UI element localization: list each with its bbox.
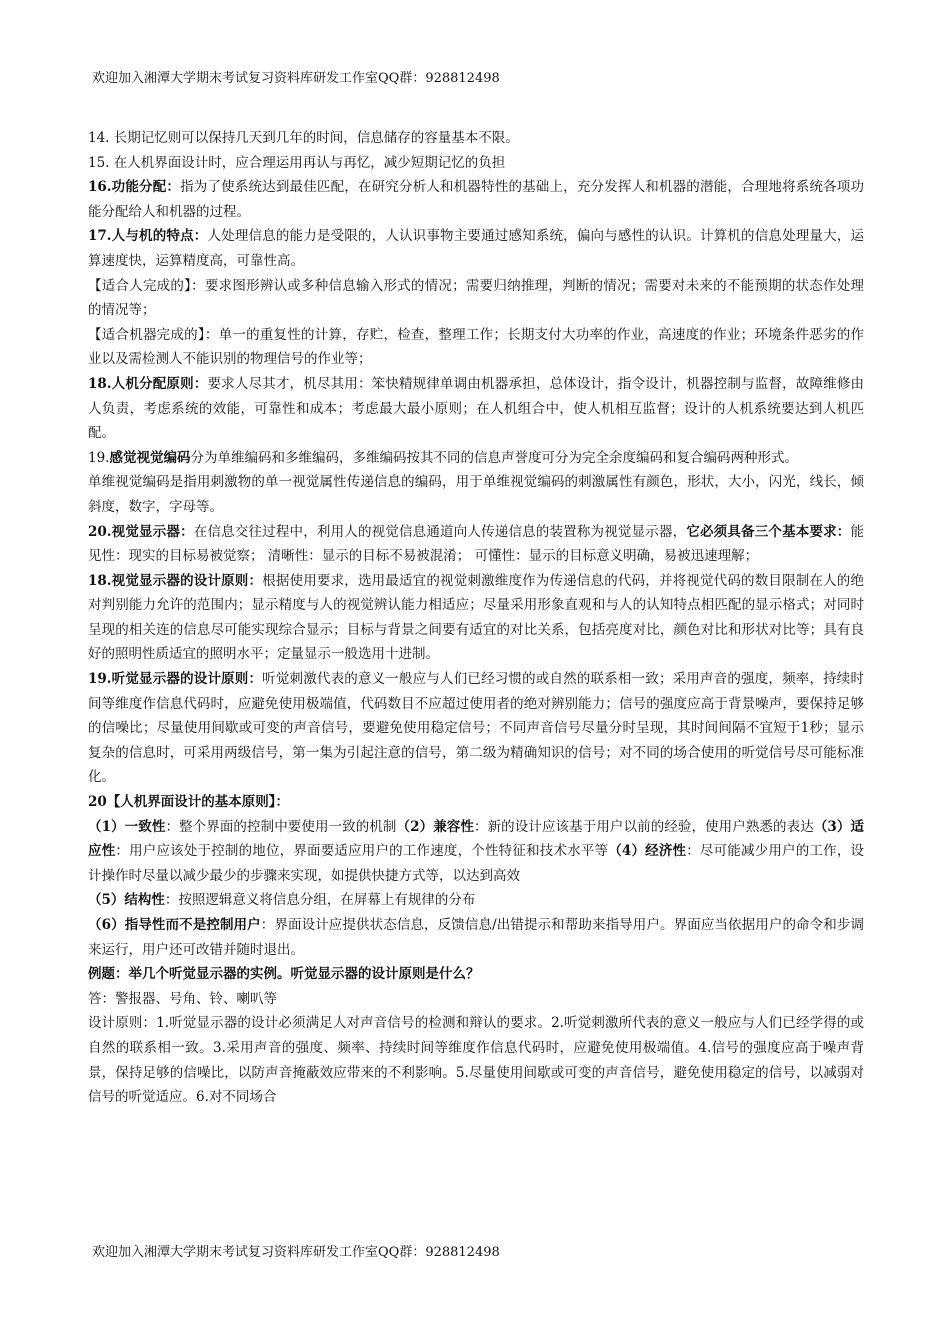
term-allocation-principle: 18.人机分配原则： — [88, 375, 208, 392]
principle-3-label: （3）适应性 — [88, 818, 864, 860]
page-header: 欢迎加入湘潭大学期末考试复习资料库研发工作室QQ群：928812498 — [92, 71, 500, 86]
principle-2-label: （2）兼容性 — [396, 818, 474, 835]
paragraph-20b-principle-6 — [88, 913, 864, 962]
definition-visual-display: 在信息交往过程中，利用人的视觉信息通道向人传递信息的装置称为视觉显示器， — [193, 523, 687, 540]
term-auditory-display-design: 19.听觉显示器的设计原则： — [88, 671, 263, 688]
paragraph-19-single: 单维视觉编码是指用刺激物的单一视觉属性传递信息的编码，用于单维视觉编码的刺激属性有颜色，形状，大小，闪光，线长，倾斜度，数字，字母等。 — [88, 474, 864, 515]
paragraph-18 — [88, 372, 864, 446]
example-answer: 答：警报器、号角、铃、喇叭等 — [88, 990, 277, 1007]
paragraph-19 — [88, 446, 864, 471]
paragraph-20b-principles — [88, 815, 864, 889]
definition-visual-coding: 分为单维编码和多维编码，多维编码按其不同的信息声誉度可分为完全余度编码和复合编码两种形式。 — [190, 449, 798, 466]
visual-display-requirements: 能见性：现实的目标易被觉察； 清晰性：显示的目标不易被混淆； 可懂性：显示的目标意义明确，易被迅速理解； — [88, 523, 864, 565]
paragraph-19-number: 19. — [88, 449, 110, 466]
definition-visual-display-design: 根据使用要求，选用最适宜的视觉刺激维度作为传递信息的代码，并将视觉代码的数目限制在人的绝对判别能力允许的范围内；显示精度与人的视觉辨认能力相适应；尽量采用形象直观和与人的认知特点相匹配的显示格式；对同时呈现的相关连的信息尽可能实现综合显示；目标与背景之间要有适宜的对比关系，包括亮度对比，颜色对比和形状对比等；具有良好的照明性质适宜的照明水平；定量显示一般选用十进制。 — [88, 572, 864, 663]
paragraph-17-machine: 【适合机器完成的】：单一的重复性的计算，存贮，检查，整理工作；长期支付大功率的作业，高速度的作业；环境条件恶劣的作业以及需检测人不能识别的物理信号的作业等； — [88, 326, 864, 368]
principle-3-text: ：用户应该处于控制的地位，界面要适应用户的工作速度，个性特征和技术水平等 — [115, 843, 609, 860]
page-footer: 欢迎加入湘潭大学期末考试复习资料库研发工作室QQ群：928812498 — [92, 1245, 500, 1260]
principle-4-text: ：尽可能减少用户的工作，设计操作时尽量以减少最少的步骤来实现，如提供快捷方式等，以达到高效 — [88, 843, 865, 884]
principle-1-label: （1）一致性 — [88, 818, 166, 835]
paragraph-20b-principle-5 — [88, 888, 864, 913]
paragraph-17-human: 【适合人完成的】：要求图形辨认或多种信息输入形式的情况；需要归纳推理，判断的情况；需要对未来的不能预期的状态作处理的情况等； — [88, 277, 864, 319]
term-function-allocation: 16.功能分配： — [88, 179, 181, 196]
principle-1-text: ：整个界面的控制中要使用一致的机制 — [165, 818, 397, 835]
principle-5-text: ：按照逻辑意义将信息分组，在屏幕上有规律的分布 — [164, 892, 476, 909]
example-question: 例题：举几个听觉显示器的实例。听觉显示器的设计原则是什么？ — [88, 966, 480, 983]
example-principles: 设计原则：1.听觉显示器的设计必须满足人对声音信号的检测和辩认的要求。2.听觉刺激所代表的意义一般应与人们已经学得的或自然的联系相一致。3.采用声音的强度、频率、持续时间等维度作信息代码时，应避免使用极端值。4.信号的强度应高于噪声背景，保持足够的信噪比，以防声音掩蔽效应带来的不利影响。5.尽量使用间歇或可变的声音信号，避免使用稳定的信号，以减弱对信号的听觉适应。6.对不同场合 — [88, 1015, 864, 1106]
paragraph-16 — [88, 175, 864, 224]
definition-function-allocation: 指为了使系统达到最佳匹配，在研究分析人和机器特性的基础上，充分发挥人和机器的潜能，合理地将系统各项功能分配给人和机器的过程。 — [88, 179, 864, 220]
document-body — [88, 126, 864, 1110]
term-human-machine-features: 17.人与机的特点： — [88, 228, 208, 245]
term-visual-coding: 感觉视觉编码 — [109, 449, 191, 466]
principle-5-label: （5）结构性 — [88, 892, 165, 909]
paragraph-14: 14. 长期记忆则可以保持几天到几年的时间，信息储存的容量基本不限。 — [88, 130, 519, 146]
principle-6-text: ：界面设计应提供状态信息，反馈信息/出错提示和帮助来指导用户。界面应当依据用户的命令和步调来运行，用户还可改错并随时退出。 — [88, 917, 864, 958]
paragraph-20b-heading: 20【人机界面设计的基本原则】： — [88, 794, 290, 811]
paragraph-20 — [88, 520, 864, 569]
paragraph-15: 15. 在人机界面设计时，应合理运用再认与再忆，减少短期记忆的负担 — [88, 154, 506, 171]
definition-allocation-principle: 要求人尽其才，机尽其用：笨快精规律单调由机器承担，总体设计，指令设计，机器控制与监督，故障维修由人负责，考虑系统的效能，可靠性和成本；考虑最大最小原则；在人机组合中，使人机相互监督；设计的人机系统要达到人机匹配。 — [88, 375, 864, 442]
term-visual-display: 20.视觉显示器： — [88, 523, 194, 540]
paragraph-17 — [88, 224, 864, 273]
definition-human-machine-features: 人处理信息的能力是受限的，人认识事物主要通过感知系统，偏向与感性的认识。计算机的信息处理量大，运算速度快，运算精度高，可靠性高。 — [88, 228, 864, 269]
principle-2-text: ：新的设计应该基于用户以前的经验，使用户熟悉的表达 — [473, 818, 814, 835]
definition-auditory-display-design: 听觉刺激代表的意义一般应与人们已经习惯的或自然的联系相一致；采用声音的强度，频率，持续时间等维度作信息代码时，应避免使用极端值，代码数目不应超过使用者的绝对辨别能力；信号的强度应高于背景噪声，要保持足够的信噪比；尽量使用间歇或可变的声音信号，要避免使用稳定信号；不同声音信号尽量分时呈现，其时间间隔不宜短于1秒；显示复杂的信息时，可采用两级信号，第一集为引起注意的信号，第二级为精确知识的信号；对不同的场合使用的听觉信号尽可能标准化。 — [88, 671, 864, 786]
paragraph-18b — [88, 569, 864, 667]
principle-4-label: （4）经济性 — [608, 843, 687, 860]
visual-display-requirements-label: 它必须具备三个基本要求： — [686, 523, 851, 540]
principle-6-label: （6）指导性而不是控制用户 — [88, 917, 261, 933]
term-visual-display-design: 18.视觉显示器的设计原则： — [88, 572, 263, 589]
paragraph-19b — [88, 667, 864, 790]
